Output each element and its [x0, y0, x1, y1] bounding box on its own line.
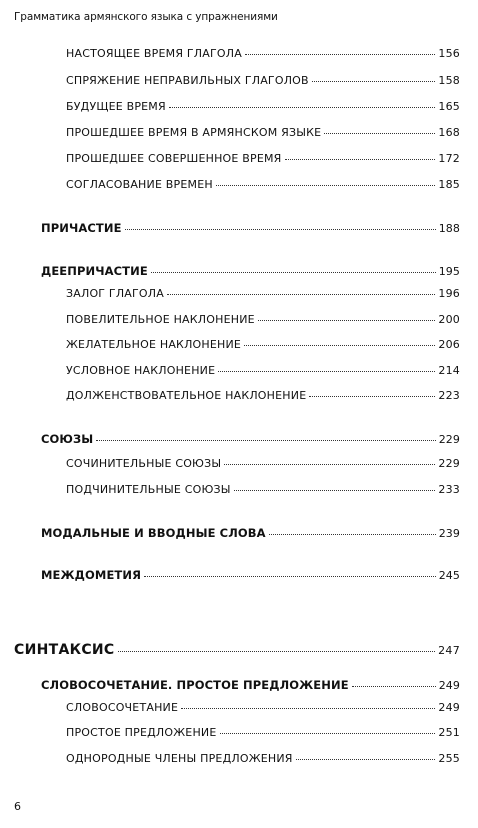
toc-entry[interactable]	[66, 338, 460, 351]
toc-entry[interactable]	[66, 152, 460, 165]
toc-leader-dots	[118, 650, 436, 652]
toc-entry[interactable]	[66, 483, 460, 496]
toc-section[interactable]	[41, 678, 460, 692]
toc-section[interactable]	[41, 432, 460, 446]
toc-leader-dots	[285, 158, 436, 160]
toc-leader-dots	[269, 533, 436, 535]
toc-leader-dots	[296, 758, 436, 760]
toc-section-page: 188	[438, 222, 460, 235]
toc-entry-page: 223	[438, 389, 460, 402]
toc-entry[interactable]	[66, 100, 460, 113]
toc-entry[interactable]	[66, 126, 460, 139]
toc-entry-page: 185	[438, 178, 460, 191]
toc-leader-dots	[220, 732, 436, 734]
toc-section[interactable]	[41, 221, 460, 235]
toc-entry[interactable]	[66, 74, 460, 87]
toc-entry-title: НАСТОЯЩЕЕ ВРЕМЯ ГЛАГОЛА	[66, 47, 242, 60]
toc-entry-title: УСЛОВНОЕ НАКЛОНЕНИЕ	[66, 364, 216, 377]
toc-leader-dots	[181, 707, 435, 709]
toc-leader-dots	[258, 319, 436, 321]
toc-section-page: 239	[438, 527, 460, 540]
toc-entry[interactable]	[66, 457, 460, 470]
toc-part[interactable]	[14, 642, 460, 658]
toc-entry-page: 158	[438, 74, 460, 87]
toc-entry-title: БУДУЩЕЕ ВРЕМЯ	[66, 100, 166, 113]
toc-entry-title: ЗАЛОГ ГЛАГОЛА	[66, 287, 164, 300]
toc-section-page: 229	[438, 433, 460, 446]
toc-entry-title: ОДНОРОДНЫЕ ЧЛЕНЫ ПРЕДЛОЖЕНИЯ	[66, 752, 293, 765]
toc-section-title: МОДАЛЬНЫЕ И ВВОДНЫЕ СЛОВА	[41, 526, 266, 540]
toc-entry-title: ЖЕЛАТЕЛЬНОЕ НАКЛОНЕНИЕ	[66, 338, 242, 351]
toc-section[interactable]	[41, 568, 460, 582]
toc-leader-dots	[169, 106, 436, 108]
toc-leader-dots	[309, 395, 435, 397]
toc-leader-dots	[218, 370, 435, 372]
toc-entry[interactable]	[66, 178, 460, 191]
toc-entry-page: 233	[438, 483, 460, 496]
toc-entry-title: ДОЛЖЕНСТВОВАТЕЛЬНОЕ НАКЛОНЕНИЕ	[66, 389, 307, 402]
toc-entry-page: 249	[438, 701, 460, 714]
toc-entry[interactable]	[66, 313, 460, 326]
toc-leader-dots	[224, 463, 435, 465]
toc-part-title: СИНТАКСИС	[14, 642, 115, 658]
toc-entry[interactable]	[66, 726, 460, 739]
toc-section-title: ДЕЕПРИЧАСТИЕ	[41, 264, 148, 278]
toc-entry-title: ПРОШЕДШЕЕ ВРЕМЯ В АРМЯНСКОМ ЯЗЫКЕ	[66, 126, 322, 139]
toc-leader-dots	[234, 489, 436, 491]
toc-entry[interactable]	[66, 364, 460, 377]
toc-entry-title: СОЧИНИТЕЛЬНЫЕ СОЮЗЫ	[66, 457, 222, 470]
toc-entry-page: 156	[438, 47, 460, 60]
toc-entry-page: 200	[438, 313, 460, 326]
toc-leader-dots	[151, 271, 436, 273]
toc-leader-dots	[244, 344, 435, 346]
toc-leader-dots	[216, 184, 436, 186]
toc-leader-dots	[312, 80, 436, 82]
toc-section[interactable]	[41, 264, 460, 278]
toc-entry-title: ПРОСТОЕ ПРЕДЛОЖЕНИЕ	[66, 726, 217, 739]
toc-entry[interactable]	[66, 287, 460, 300]
toc-part-page: 247	[438, 644, 460, 657]
toc-leader-dots	[245, 53, 435, 55]
page-number: 6	[14, 800, 21, 813]
toc-entry-title: ПОВЕЛИТЕЛЬНОЕ НАКЛОНЕНИЕ	[66, 313, 255, 326]
toc-entry-page: 206	[438, 338, 460, 351]
toc-entry-title: СОГЛАСОВАНИЕ ВРЕМЕН	[66, 178, 213, 191]
toc-section-title: МЕЖДОМЕТИЯ	[41, 568, 142, 582]
toc-entry-title: СЛОВОСОЧЕТАНИЕ	[66, 701, 179, 714]
toc-section-title: СОЮЗЫ	[41, 432, 94, 446]
toc-leader-dots	[144, 575, 436, 577]
toc-entry-page: 251	[438, 726, 460, 739]
toc-leader-dots	[324, 132, 435, 134]
toc-entry[interactable]	[66, 389, 460, 402]
toc-leader-dots	[167, 293, 435, 295]
toc-section-page: 245	[438, 569, 460, 582]
toc-section-title: ПРИЧАСТИЕ	[41, 221, 122, 235]
toc-entry-title: ПОДЧИНИТЕЛЬНЫЕ СОЮЗЫ	[66, 483, 231, 496]
toc-entry-page: 255	[438, 752, 460, 765]
toc-entry-page: 168	[438, 126, 460, 139]
toc-section[interactable]	[41, 526, 460, 540]
toc-section-page: 249	[438, 679, 460, 692]
toc-entry-title: ПРОШЕДШЕЕ СОВЕРШЕННОЕ ВРЕМЯ	[66, 152, 282, 165]
toc-section-title: СЛОВОСОЧЕТАНИЕ. ПРОСТОЕ ПРЕДЛОЖЕНИЕ	[41, 678, 349, 692]
toc-entry-page: 229	[438, 457, 460, 470]
toc-leader-dots	[125, 228, 436, 230]
toc-entry-page: 172	[438, 152, 460, 165]
toc-entry-page: 214	[438, 364, 460, 377]
toc-entry[interactable]	[66, 701, 460, 714]
toc-entry-page: 165	[438, 100, 460, 113]
toc-entry-page: 196	[438, 287, 460, 300]
toc-entry[interactable]	[66, 752, 460, 765]
toc-leader-dots	[96, 439, 435, 441]
running-header: Грамматика армянского языка с упражнениями	[14, 11, 278, 23]
toc-entry-title: СПРЯЖЕНИЕ НЕПРАВИЛЬНЫХ ГЛАГОЛОВ	[66, 74, 309, 87]
toc-entry[interactable]	[66, 47, 460, 60]
toc-section-page: 195	[438, 265, 460, 278]
toc-leader-dots	[352, 685, 436, 687]
